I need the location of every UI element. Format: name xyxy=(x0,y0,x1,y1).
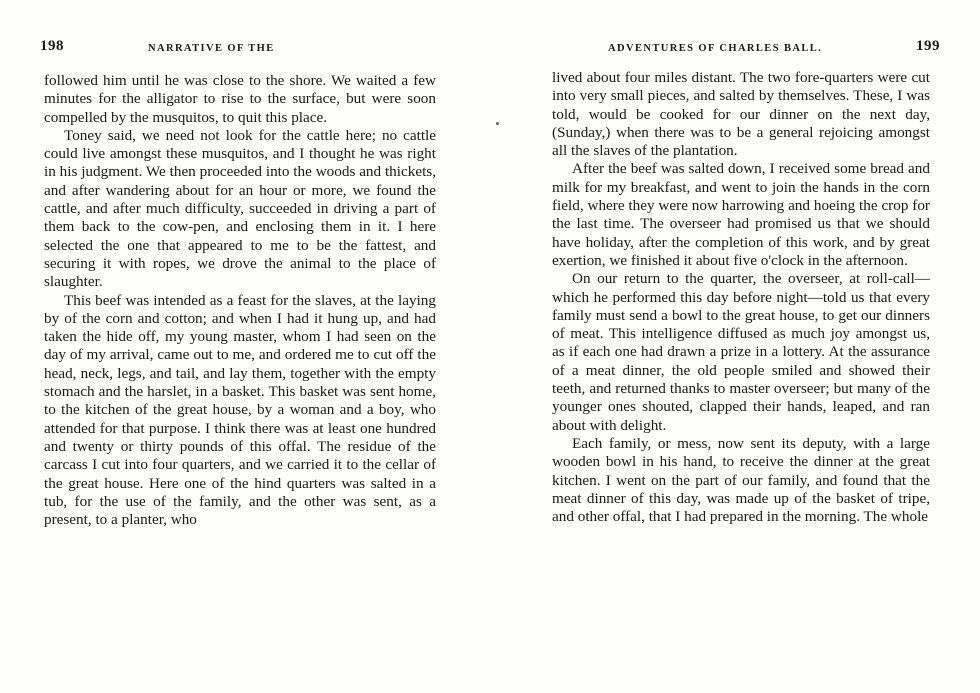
left-paragraph-2: Toney said, we need not look for the cattle here; no cattle could live amongst these musquitos, and I thought he was right in his judgment. We then proceeded into the woods and thickets, and after wandering about for an hour or more, we found the cattle, and after much difficulty, succeeded in driving a part of them back to the cow-pen, and enclosing them in it. I here selected the one that appeared to me to be the fattest, and securing it with ropes, we drove the animal to the place of slaughter. xyxy=(44,126,436,291)
right-paragraph-3: On our return to the quarter, the overseer, at roll-call—which he performed this day before night—told us that every family must send a bowl to the great house, to get our dinners of meat. This intelligence diffused as much joy amongst us, as if each one had drawn a prize in a lottery. At the assurance of a meat dinner, the old people smiled and showed their teeth, and returned thanks to master overseer; but many of the younger ones shouted, clapped their hands, leaped, and ran about with delight. xyxy=(552,270,930,434)
left-running-title: NARRATIVE OF THE xyxy=(148,43,275,54)
left-page-text xyxy=(44,72,436,529)
right-running-head xyxy=(550,38,950,60)
right-page-number: 199 xyxy=(916,38,940,54)
right-running-title: ADVENTURES OF CHARLES BALL. xyxy=(608,43,823,54)
right-paragraph-4: Each family, or mess, now sent its deputy, with a large wooden bowl in his hand, to receive the dinner at the great kitchen. I went on the part of our family, and found that the meat dinner of this day, was made up of the basket of tripe, and other offal, that I had prepared in the morning. The whole xyxy=(552,434,930,526)
left-running-head xyxy=(38,38,438,60)
right-paragraph-1: lived about four miles distant. The two fore-quarters were cut into very small pieces, and salted by themselves. These, I was told, would be cooked for our dinner on the next day, (Sunday,) when there was to be a general rejoicing amongst all the slaves of the plantation. xyxy=(552,69,930,160)
right-page-text xyxy=(552,69,930,526)
right-page xyxy=(490,0,980,693)
left-paragraph-3: This beef was intended as a feast for the slaves, at the laying by of the corn and cotton; and when I had it hung up, and had taken the hide off, my young master, whom I had seen on the day of my arrival, came out to me, and ordered me to cut off the head, neck, legs, and tail, and lay them, together with the empty stomach and the harslet, in a basket. This basket was sent home, to the kitchen of the great house, by a woman and a boy, who attended for that purpose. I think there was at least one hundred and twenty or thirty pounds of this offal. The residue of the carcass I cut into four quarters, and we carried it to the cellar of the great house. Here one of the hind quarters was salted in a tub, for the use of the family, and the other was sent, as a present, to a planter, who xyxy=(44,291,436,529)
left-page-number: 198 xyxy=(40,38,64,54)
left-paragraph-1: followed him until he was close to the shore. We waited a few minutes for the alligator to rise to the surface, but were soon compelled by the musquitos, to quit this place. xyxy=(44,72,436,126)
right-paragraph-2: After the beef was salted down, I received some bread and milk for my breakfast, and went to join the hands in the corn field, where they were now harrowing and hoeing the crop for the last time. The overseer had promised us that we should have holiday, after the completion of this work, and by great exertion, we finished it about five o'clock in the afternoon. xyxy=(552,160,930,269)
